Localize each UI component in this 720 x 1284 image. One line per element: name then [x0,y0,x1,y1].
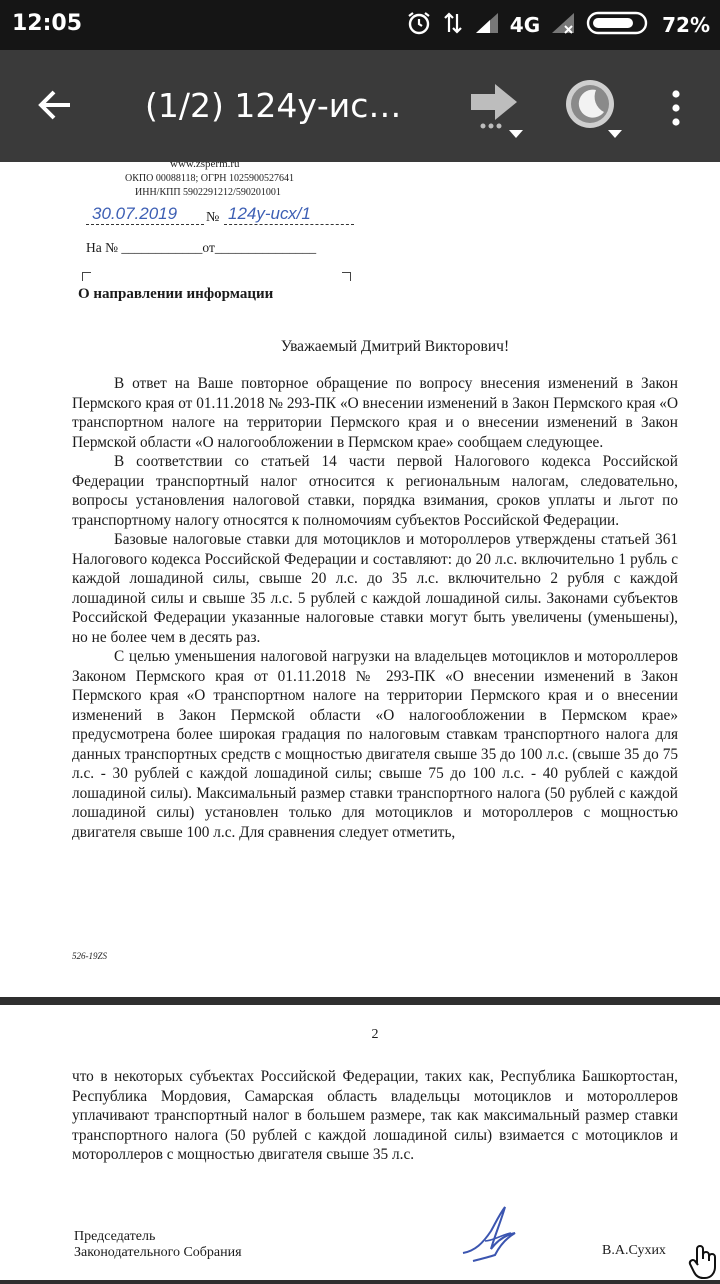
letterhead-inn: ИНН/КПП 5902291212/590201001 [135,187,281,198]
subject-line: О направлении информации [78,286,274,302]
network-type: 4G [509,13,541,37]
page-separator [0,997,720,1005]
signer-name: В.А.Сухих [602,1243,666,1258]
paragraph: что в некоторых субъектах Российской Федерации, таких как, Республика Башкортостан, Республика Мордовия, Самарская область владельцы мотоциклов и мотороллеров уплачивают транспортный налог в большем размере, так как максимальный размер ставки транспортного налога (50 рублей с каждой лошадиной силы) взимается с мотоциклов и мотороллеров с мощностью двигателя свыше 35 л.с. [72,1068,678,1163]
handwritten-date: 30.07.2019 [92,204,178,223]
status-icons [406,10,710,40]
app-toolbar [0,50,720,162]
alarm-icon [406,10,432,41]
signer-title-line-1: Председатель [74,1229,156,1244]
status-bar [0,0,720,50]
clock: 12:05 [12,11,83,36]
send-to-device-icon[interactable] [465,72,531,144]
document-title: (1/2) 124у-ис… [145,86,402,125]
battery-percent: 72% [662,13,710,37]
letterhead-website: www.zsperm.ru [170,158,240,170]
letterhead-okpo: ОКПО 00088118; ОГРН 1025900527641 [125,173,295,184]
data-transfer-icon [442,10,464,41]
touch-cursor-icon [688,1243,718,1284]
paragraph: Базовые налоговые ставки для мотоциклов и мотороллеров утверждены статьей 361 Налогового кодекса Российской Федерации и составляют: до 20 л.с. включительно 1 рубль с каждой лошадиной силы, свыше 20 л.с. до 35 л.с. включительно 2 рубля с каждой лошадиной силы и свыше 35 л.с. 5 рублей с каждой лошадиной силы. Законами субъектов Российской Федерации указанные налоговые ставки могут быть увеличены (уменьшены), но не более чем в десять раз. [72,531,678,646]
corner-mark-left [82,272,91,281]
document-page-1 [0,158,720,997]
number-line [224,224,354,225]
battery-icon [586,10,652,41]
document-code: 526-19ZS [72,951,108,961]
document-page-2 [0,1005,720,1280]
signal-no-sim-icon [550,11,576,40]
date-line [86,224,204,225]
reference-line: На № ____________от_______________ [86,240,317,255]
page1-body [72,374,678,842]
page-number: 2 [371,1027,379,1042]
paragraph: В ответ на Ваше повторное обращение по вопросу внесения изменений в Закон Пермского края от 01.11.2018 № 293-ПК «О внесении изменений в Закон Пермского края «О транспортном налоге на территории Пермского края и о внесении изменений в Закон Пермской области «О налогообложении в Пермском крае» сообщаем следующее. [72,375,678,451]
more-vert-icon[interactable] [662,88,690,132]
back-arrow-icon[interactable] [30,80,80,130]
handwritten-number: 124у-исх/1 [228,204,311,223]
page2-body [72,1067,678,1165]
night-mode-icon[interactable] [560,72,630,146]
signer-title-line-2: Законодательного Собрания [74,1245,242,1260]
greeting: Уважаемый Дмитрий Викторович! [280,338,510,355]
number-label: № [206,210,220,225]
paragraph: С целью уменьшения налоговой нагрузки на владельцев мотоциклов и мотороллеров Законом Пермского края от 01.11.2018 № 293-ПК «О внесении изменений в Закон Пермского края «О транспортном налоге на территории Пермского края и о внесении изменений в Закон Пермской области «О налогообложении в Пермском крае» предусмотрена более широкая градация по налоговым ставкам транспортного налога для данных транспортных средств с мощностью двигателя свыше 35 до 100 л.с. (свыше 35 до 75 л.с. - 30 рублей с каждой лошадиной силы; свыше 75 до 100 л.с. - 40 рублей с каждой лошадиной силы). Максимальный размер ставки транспортного налога (50 рублей с каждой лошадиной силы) установлен только для мотоциклов и мотороллеров с мощностью двигателя свыше 100 л.с. Для сравнения следует отметить, [72,648,678,841]
signal-strength-icon [474,11,500,40]
paragraph: В соответствии со статьей 14 части первой Налогового кодекса Российской Федерации транспортный налог относится к региональным налогам, следовательно, вопросы установления налоговой ставки, порядка взимания, сроков уплаты и льгот по транспортному налогу относятся к полномочиям субъектов Российской Федерации. [72,453,678,529]
signer-title [74,1229,242,1261]
handwritten-signature [455,1201,535,1276]
corner-mark-right [342,272,351,281]
